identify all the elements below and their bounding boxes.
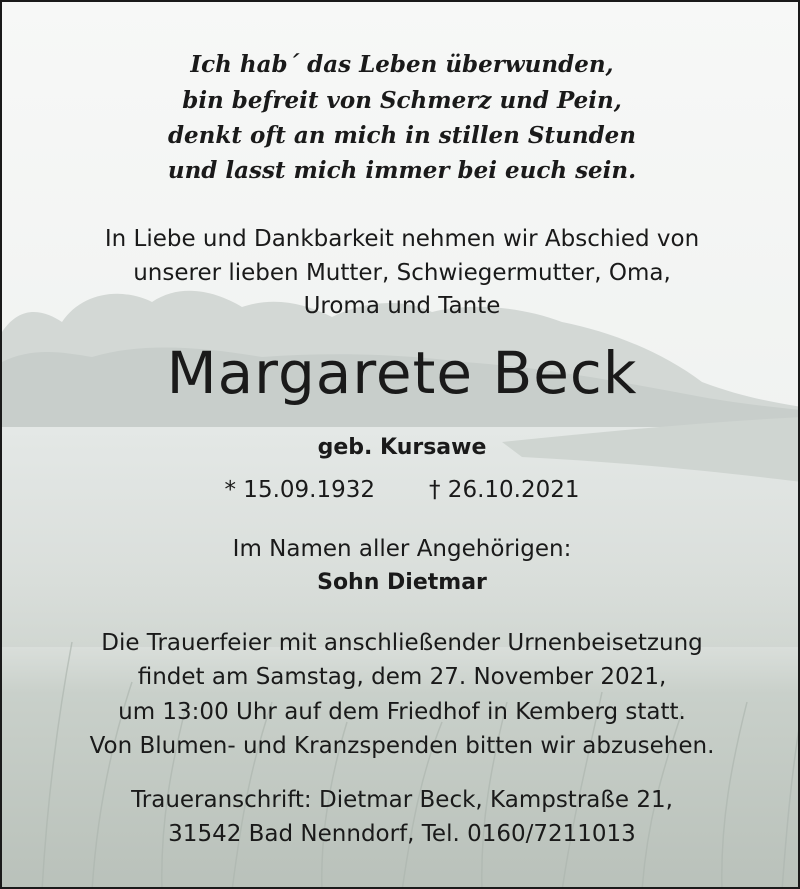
poem-line-1: Ich hab´ das Leben überwunden, [190,51,614,78]
life-dates [2,477,800,503]
family-name: Sohn Dietmar [317,570,487,595]
funeral-info-line-2: findet am Samstag, dem 27. November 2021, [137,664,667,690]
family-intro: Im Namen aller Angehörigen: [232,536,572,562]
funeral-info-line-4: Von Blumen- und Kranzspenden bitten wir abzusehen. [89,733,715,759]
birth-date: * 15.09.1932 [224,477,375,503]
death-date: † 26.10.2021 [429,477,580,503]
poem-line-4: und lasst mich immer bei euch sein. [167,157,637,184]
intro-line-3: Uroma und Tante [303,293,501,319]
birth-name: geb. Kursawe [317,435,487,460]
funeral-info-line-3: um 13:00 Uhr auf dem Friedhof in Kemberg statt. [118,699,686,725]
address-line-1: Traueranschrift: Dietmar Beck, Kampstraße 21, [131,787,673,813]
intro-line-2: unserer lieben Mutter, Schwiegermutter, Oma, [133,260,671,286]
poem-line-2: bin befreit von Schmerz und Pein, [182,87,622,114]
poem-line-3: denkt oft an mich in stillen Stunden [167,122,637,149]
funeral-info-line-1: Die Trauerfeier mit anschließender Urnenbeisetzung [101,630,703,656]
address-line-2: 31542 Bad Nenndorf, Tel. 0160/7211013 [168,821,636,847]
deceased-name: Margarete Beck [166,339,638,407]
intro-line-1: In Liebe und Dankbarkeit nehmen wir Abschied von [104,226,700,252]
